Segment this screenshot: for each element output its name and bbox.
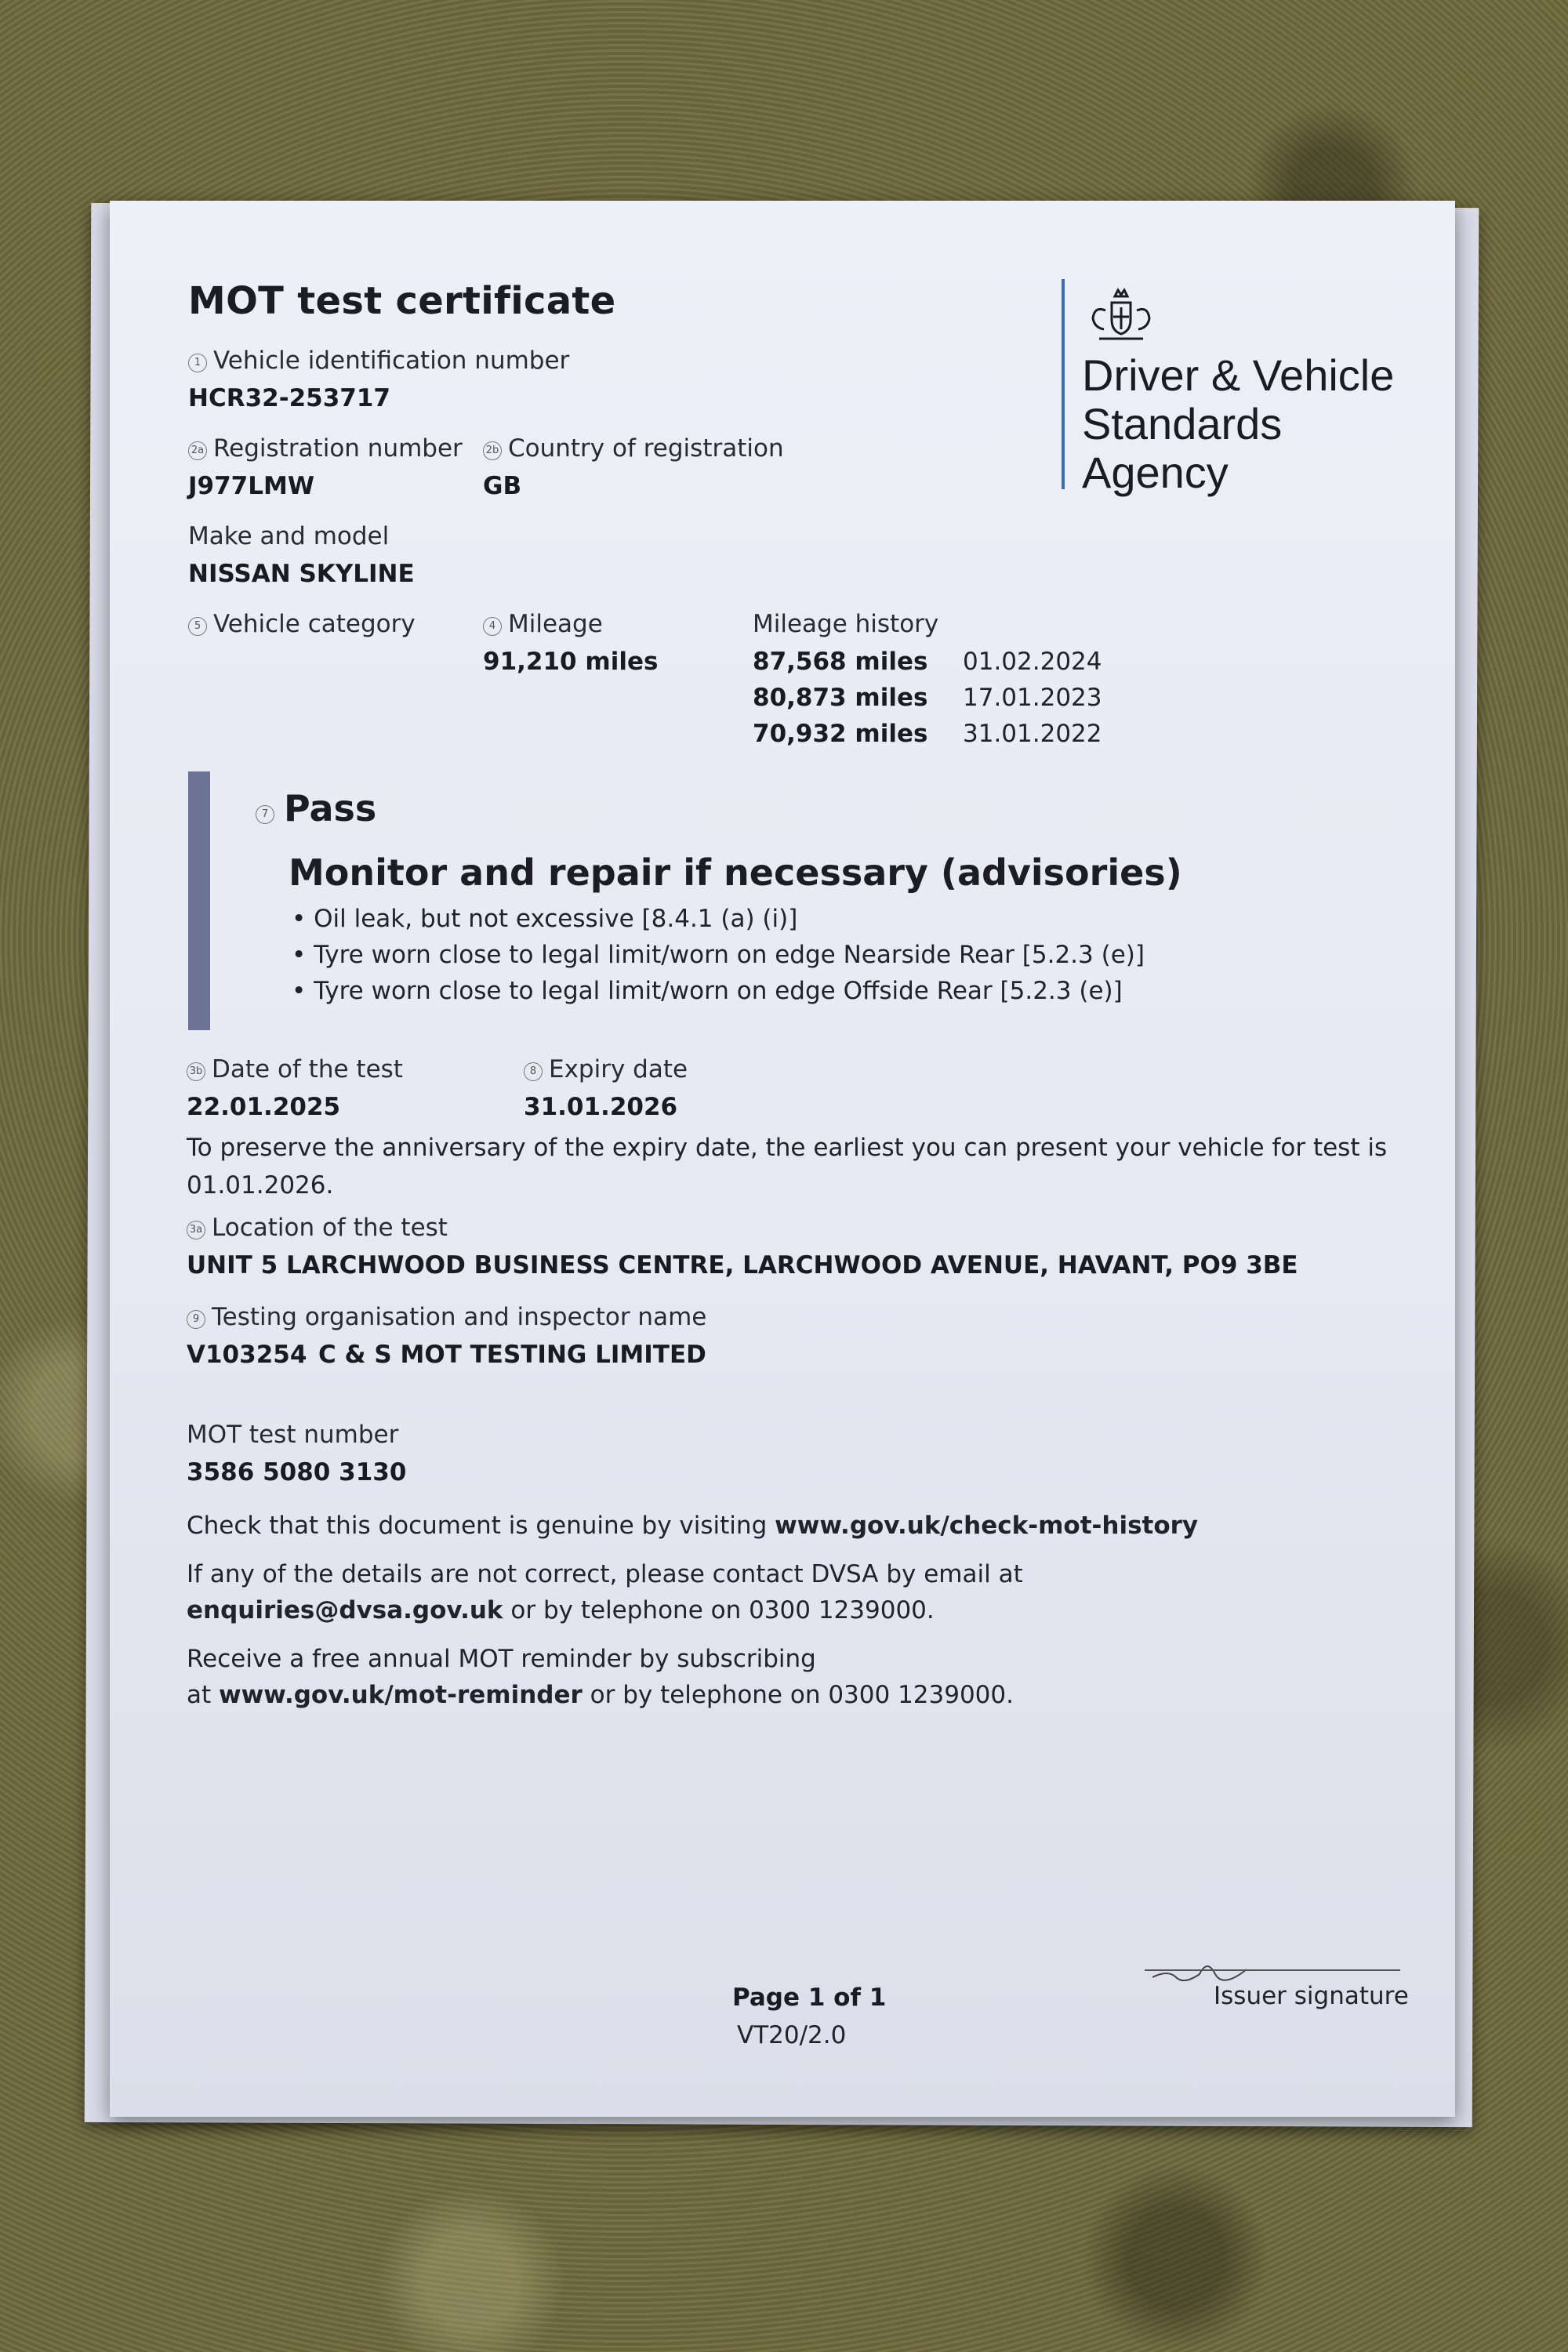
marker-icon: 2b: [483, 441, 502, 460]
vin-label: 1 Vehicle identification number: [188, 347, 569, 375]
mileage-history-label: Mileage history: [753, 610, 939, 638]
check-mot-history-link[interactable]: www.gov.uk/check-mot-history: [775, 1512, 1199, 1540]
form-code: VT20/2.0: [737, 2021, 847, 2049]
registration-label: 2a Registration number: [188, 434, 463, 463]
contact-email-line: enquiries@dvsa.gov.uk or by telephone on 0300 1239000.: [187, 1596, 935, 1624]
mot-certificate-page: [110, 201, 1455, 2117]
vin-value: HCR32-253717: [188, 384, 390, 412]
marker-icon: 3b: [187, 1062, 205, 1081]
signature-line: [1145, 1969, 1400, 1971]
reminder-text: Receive a free annual MOT reminder by subscribing: [187, 1645, 816, 1673]
agency-rule: [1062, 279, 1065, 489]
testing-org-code: V103254: [187, 1341, 307, 1369]
location-label: 3a Location of the test: [187, 1214, 448, 1242]
result-marker: [256, 798, 281, 826]
location-value: UNIT 5 LARCHWOOD BUSINESS CENTRE, LARCHWOOD AVENUE, HAVANT, PO9 3BE: [187, 1251, 1298, 1279]
advisory-item: • Oil leak, but not excessive [8.4.1 (a) (i)]: [292, 905, 798, 933]
test-date-label: 3b Date of the test: [187, 1055, 403, 1083]
make-model-label: Make and model: [188, 522, 390, 550]
agency-name-line1: Driver & Vehicle: [1082, 350, 1395, 400]
test-date-value: 22.01.2025: [187, 1093, 341, 1121]
advisory-heading: Monitor and repair if necessary (advisories): [289, 851, 1182, 894]
test-number-label: MOT test number: [187, 1421, 399, 1449]
test-number-value: 3586 5080 3130: [187, 1458, 407, 1486]
reminder-link-line: at www.gov.uk/mot-reminder or by telephone on 0300 1239000.: [187, 1681, 1014, 1709]
expiry-date-label: 8 Expiry date: [524, 1055, 688, 1083]
mileage-history-miles: 80,873 miles: [753, 684, 928, 712]
mileage-history-date: 01.02.2024: [963, 648, 1102, 676]
marker-icon: 5: [188, 617, 207, 636]
country-value: GB: [483, 472, 522, 500]
mileage-history-miles: 87,568 miles: [753, 648, 928, 676]
document-title: MOT test certificate: [188, 279, 616, 323]
advisory-item: • Tyre worn close to legal limit/worn on edge Nearside Rear [5.2.3 (e)]: [292, 941, 1145, 969]
country-label: 2b Country of registration: [483, 434, 784, 463]
mileage-history-miles: 70,932 miles: [753, 720, 928, 748]
royal-coat-of-arms-icon: [1082, 279, 1160, 348]
page-indicator: Page 1 of 1: [732, 1984, 887, 2012]
expiry-date-value: 31.01.2026: [524, 1093, 678, 1121]
marker-icon: 4: [483, 617, 502, 636]
result-status-bar: [188, 771, 210, 1030]
result-status: Pass: [284, 787, 377, 829]
marker-icon: 8: [524, 1062, 543, 1081]
anniversary-note: To preserve the anniversary of the expiry date, the earliest you can present your vehicle for test is: [187, 1134, 1388, 1162]
mileage-history-date: 17.01.2023: [963, 684, 1102, 712]
testing-org-label: 9 Testing organisation and inspector name: [187, 1303, 706, 1331]
testing-org-name: C & S MOT TESTING LIMITED: [318, 1341, 706, 1369]
dvsa-email-link[interactable]: enquiries@dvsa.gov.uk: [187, 1596, 503, 1624]
contact-text: If any of the details are not correct, please contact DVSA by email at: [187, 1560, 1023, 1588]
registration-value: J977LMW: [188, 472, 315, 500]
mileage-value: 91,210 miles: [483, 648, 659, 676]
vehicle-category-label: 5 Vehicle category: [188, 610, 416, 638]
signature-label: Issuer signature: [1214, 1982, 1409, 2010]
anniversary-note-date: 01.01.2026.: [187, 1171, 334, 1200]
mot-reminder-link[interactable]: www.gov.uk/mot-reminder: [219, 1681, 583, 1709]
agency-name-line3: Agency: [1082, 448, 1229, 497]
mileage-history-date: 31.01.2022: [963, 720, 1102, 748]
marker-icon: 1: [188, 354, 207, 372]
advisory-item: • Tyre worn close to legal limit/worn on edge Offside Rear [5.2.3 (e)]: [292, 977, 1123, 1005]
mileage-label: 4 Mileage: [483, 610, 603, 638]
marker-icon: 3a: [187, 1221, 205, 1240]
genuine-check-text: Check that this document is genuine by visiting www.gov.uk/check-mot-history: [187, 1512, 1199, 1540]
agency-name-line2: Standards: [1082, 399, 1283, 448]
marker-icon: 7: [256, 805, 274, 824]
marker-icon: 9: [187, 1310, 205, 1329]
marker-icon: 2a: [188, 441, 207, 460]
make-model-value: NISSAN SKYLINE: [188, 560, 415, 588]
